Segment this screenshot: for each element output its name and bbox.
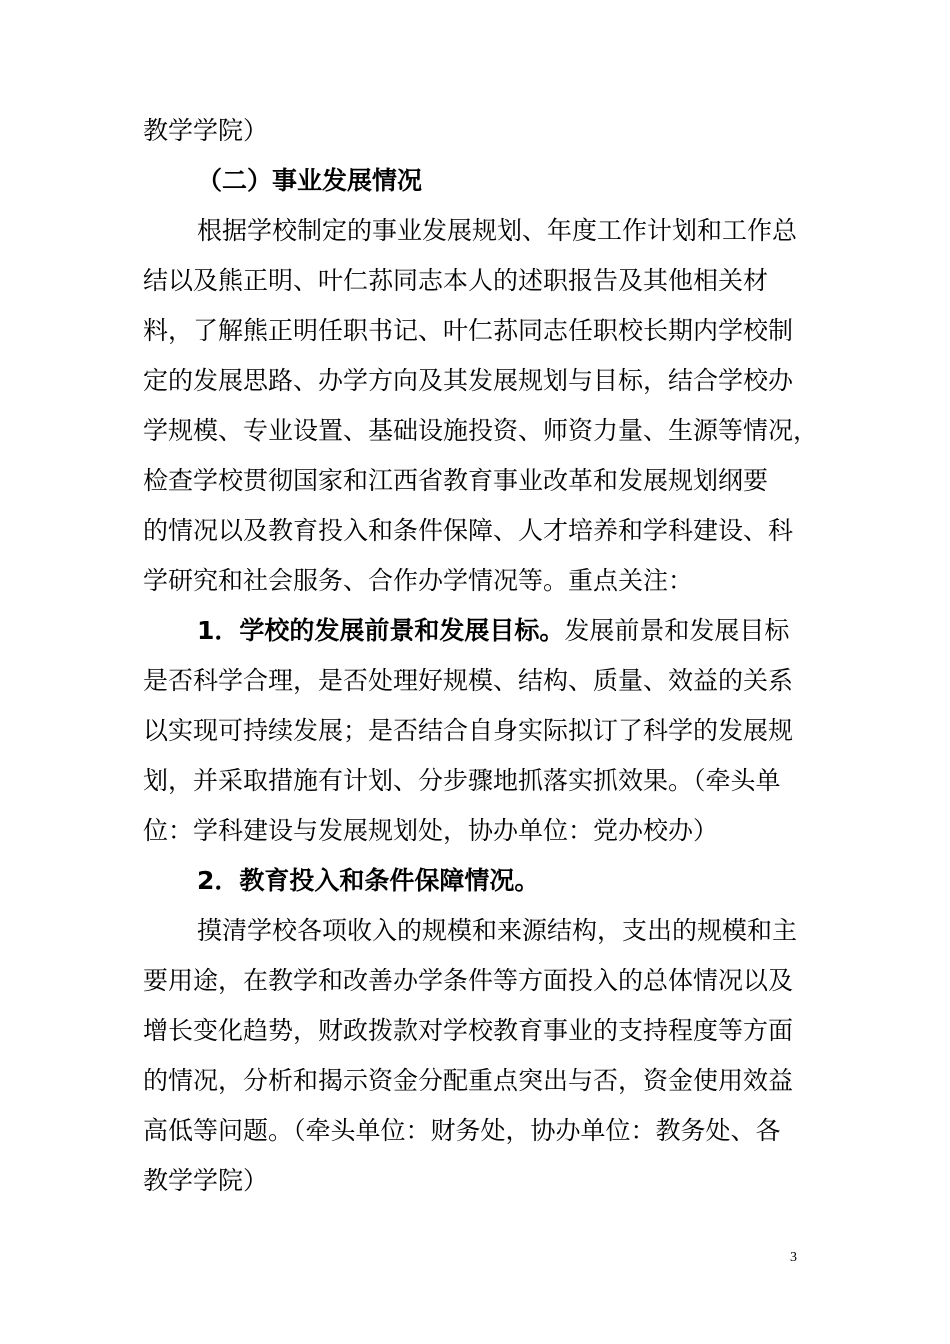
paragraph-line: 位：学科建设与发展规划处，协办单位：党办校办）: [143, 816, 719, 845]
paragraph-line: 高低等问题。（牵头单位：财务处，协办单位：教务处、各: [143, 1116, 781, 1145]
paragraph-line: 增长变化趋势，财政拨款对学校教育事业的支持程度等方面: [143, 1016, 794, 1045]
paragraph-line: 学研究和社会服务、合作办学情况等。重点关注：: [143, 566, 694, 595]
section-heading: （二）事业发展情况: [197, 166, 423, 195]
page-number: 3: [790, 1250, 797, 1265]
paragraph-line: 检查学校贯彻国家和江西省教育事业改革和发展规划纲要: [143, 466, 769, 495]
paragraph-line: 学规模、专业设置、基础设施投资、师资力量、生源等情况，: [143, 416, 819, 445]
document-body: [143, 106, 833, 1206]
paragraph-line: 定的发展思路、办学方向及其发展规划与目标，结合学校办: [143, 366, 794, 395]
paragraph-line: 教学学院）: [143, 1166, 269, 1195]
subsection-heading: 1．学校的发展前景和发展目标。: [197, 616, 565, 645]
paragraph-line: 结以及熊正明、叶仁荪同志本人的述职报告及其他相关材: [143, 266, 769, 295]
subsection-heading: 2．教育投入和条件保障情况。: [197, 866, 540, 895]
paragraph-line: 以实现可持续发展；是否结合自身实际拟订了科学的发展规: [143, 716, 794, 745]
paragraph-line: 摸清学校各项收入的规模和来源结构，支出的规模和主: [197, 916, 798, 945]
paragraph-line: 教学学院）: [143, 116, 269, 145]
paragraph-line: [143, 606, 833, 656]
paragraph-line: 是否科学合理，是否处理好规模、结构、质量、效益的关系: [143, 666, 794, 695]
paragraph-text: 发展前景和发展目标: [564, 616, 790, 645]
paragraph-line: 料，了解熊正明任职书记、叶仁荪同志任职校长期内学校制: [143, 316, 794, 345]
paragraph-line: 划，并采取措施有计划、分步骤地抓落实抓效果。（牵头单: [143, 766, 781, 795]
paragraph-line: 根据学校制定的事业发展规划、年度工作计划和工作总: [197, 216, 798, 245]
paragraph-line: 的情况，分析和揭示资金分配重点突出与否，资金使用效益: [143, 1066, 794, 1095]
paragraph-line: 的情况以及教育投入和条件保障、人才培养和学科建设、科: [143, 516, 794, 545]
paragraph-line: 要用途，在教学和改善办学条件等方面投入的总体情况以及: [143, 966, 794, 995]
